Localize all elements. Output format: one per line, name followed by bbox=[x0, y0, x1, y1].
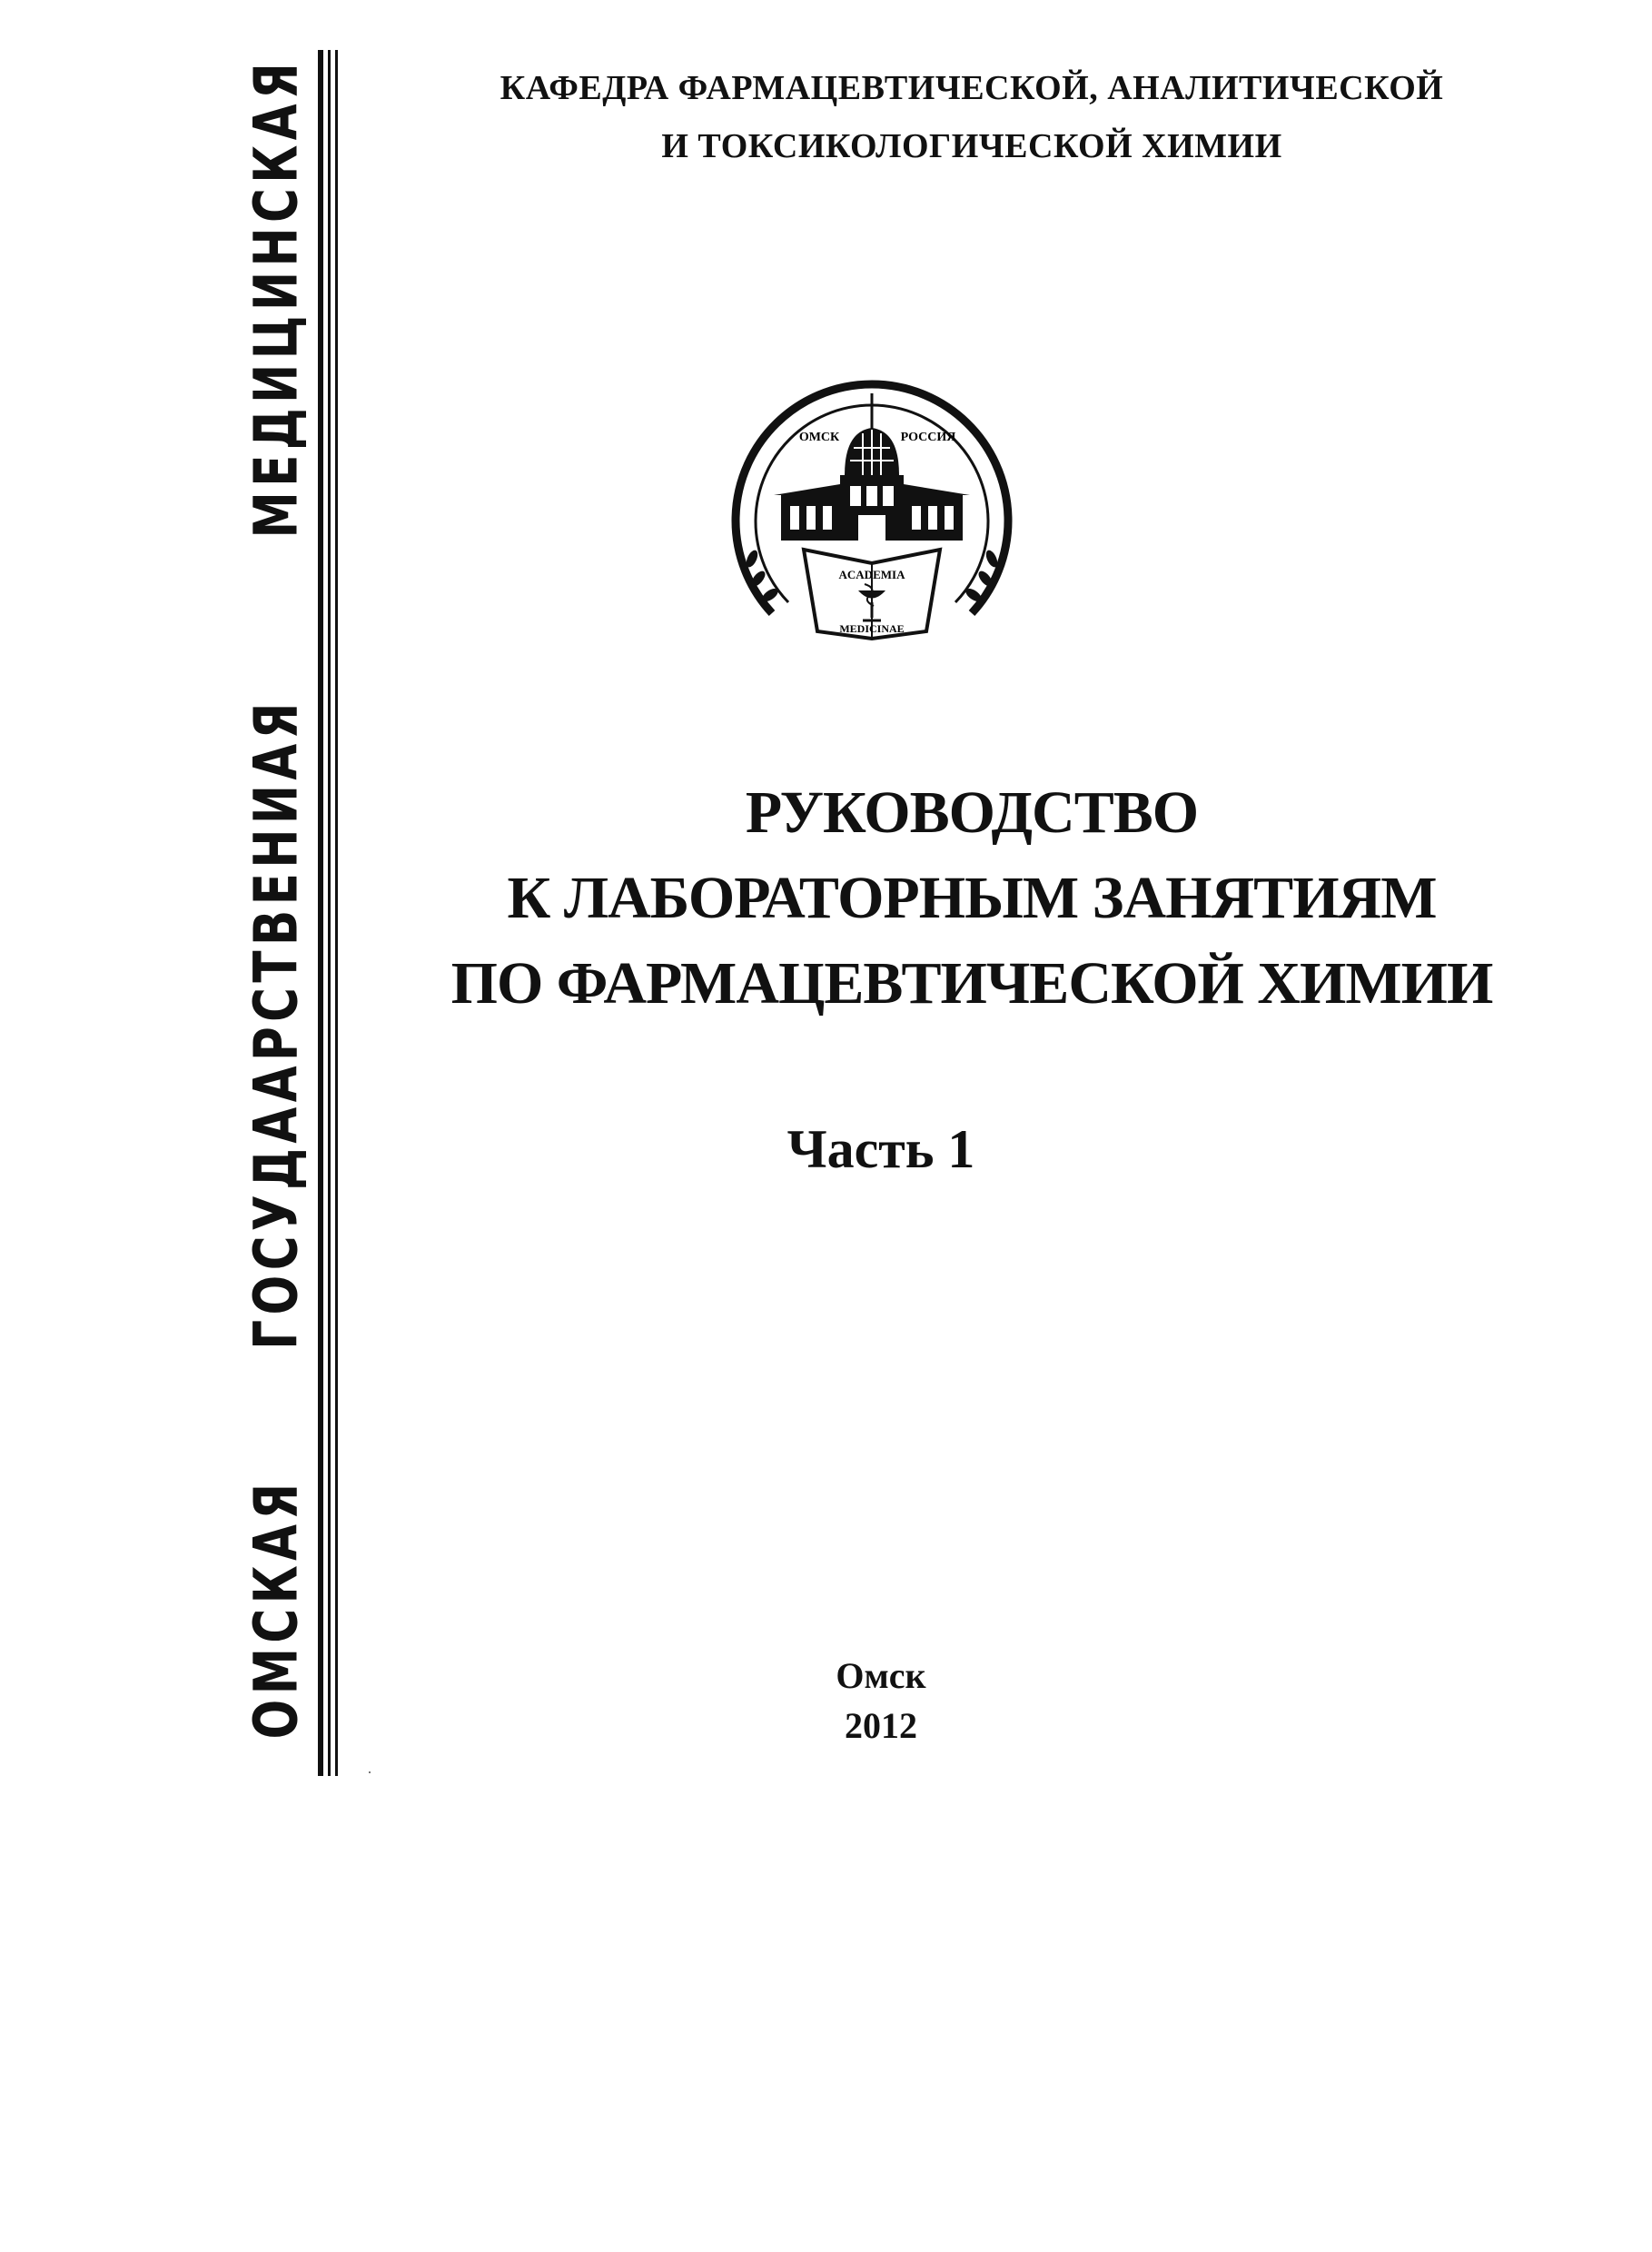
department-line-1: КАФЕДРА ФАРМАЦЕВТИЧЕСКОЙ, АНАЛИТИЧЕСКОЙ bbox=[500, 69, 1444, 107]
title-line-3: ПО ФАРМАЦЕВТИЧЕСКОЙ ХИМИИ bbox=[450, 950, 1493, 1017]
document-title bbox=[363, 770, 1580, 1027]
emblem-text-rossiya: РОССИЯ bbox=[900, 431, 956, 444]
side-word-meditsinskaya: МЕДИЦИНСКАЯ bbox=[241, 57, 312, 539]
side-rule bbox=[335, 50, 338, 1776]
emblem-text-academia: ACADEMIA bbox=[838, 568, 905, 581]
emblem-text-omsk: ОМСК bbox=[798, 431, 840, 444]
part-number: Часть 1 bbox=[786, 1119, 975, 1179]
title-line-2: К ЛАБОРАТОРНЫМ ЗАНЯТИЯМ bbox=[507, 865, 1437, 931]
department-header bbox=[381, 59, 1562, 175]
side-banner bbox=[238, 50, 315, 1776]
side-rules bbox=[318, 50, 354, 1776]
academy-emblem-icon bbox=[717, 368, 1026, 659]
department-line-2: И ТОКСИКОЛОГИЧЕСКОЙ ХИМИИ bbox=[661, 127, 1282, 165]
emblem-text-medicinae: MEDICINAE bbox=[839, 622, 905, 635]
side-word-omskaya: ОМСКАЯ bbox=[241, 1478, 312, 1740]
side-banner-text bbox=[238, 50, 315, 1776]
title-line-1: РУКОВОДСТВО bbox=[745, 779, 1199, 846]
publication-city: Омск bbox=[836, 1655, 926, 1696]
side-rule bbox=[318, 50, 323, 1776]
side-word-gosudarstvennaya: ГОСУДААРСТВЕНИАЯ bbox=[241, 698, 312, 1350]
side-rule bbox=[328, 50, 331, 1776]
publication-year: 2012 bbox=[845, 1705, 917, 1746]
scan-speck bbox=[369, 1771, 371, 1773]
